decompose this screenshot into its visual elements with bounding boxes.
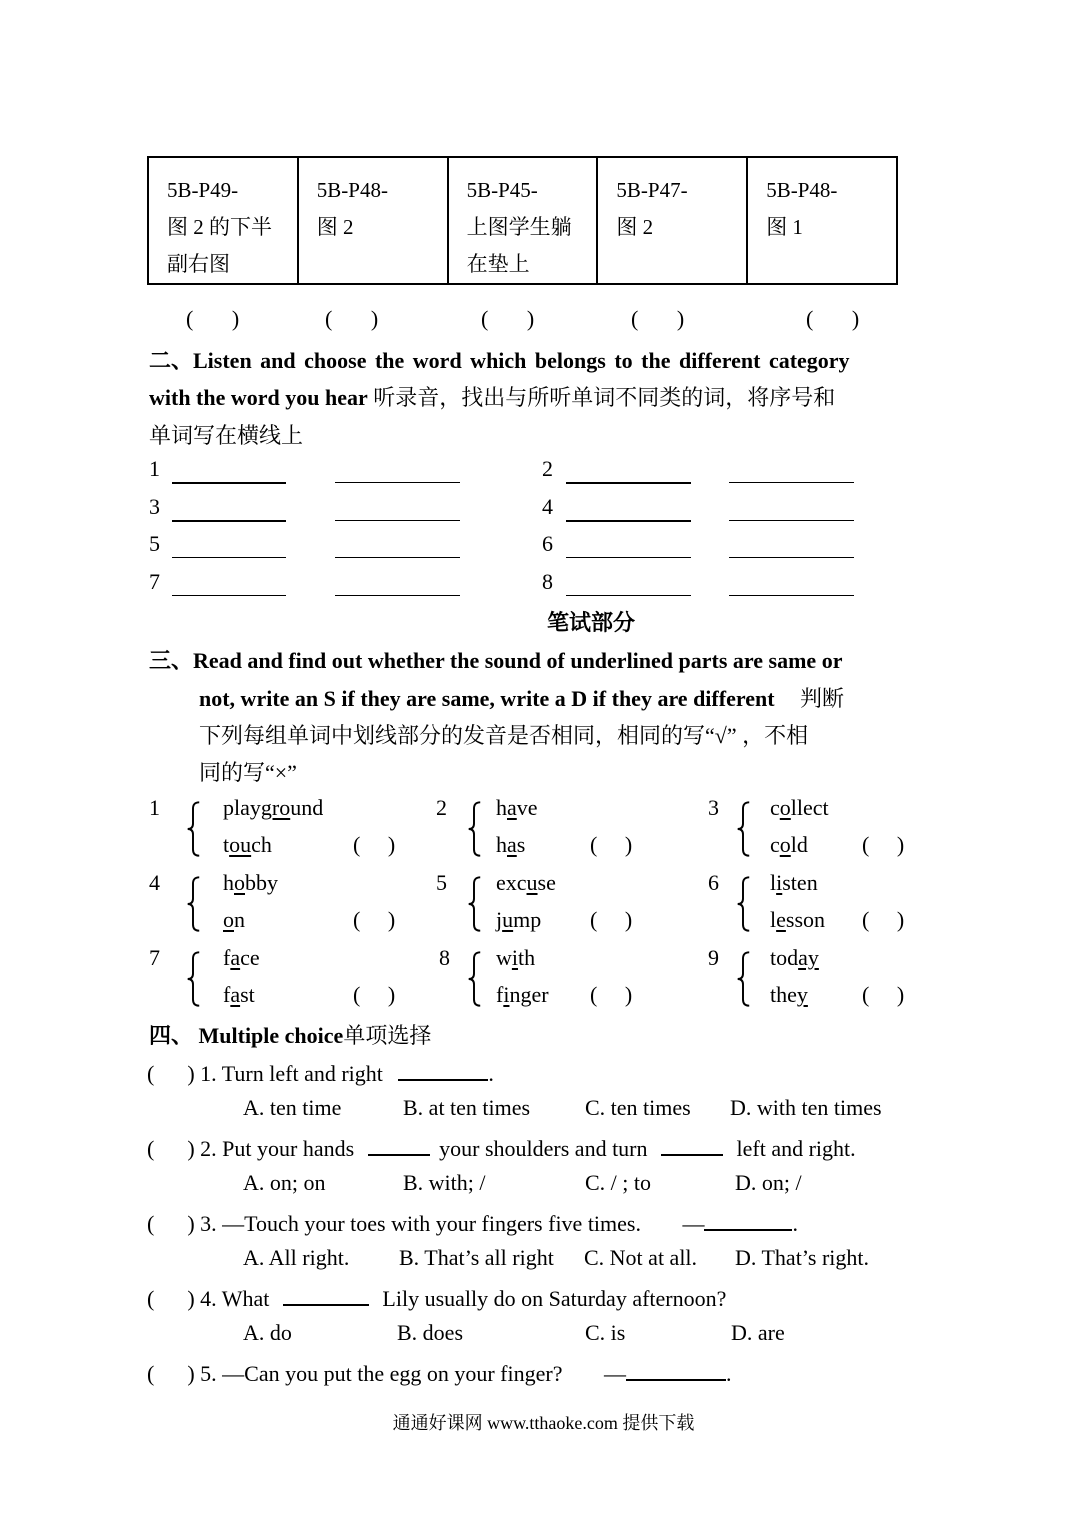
picture-cell-2: 5B-P48- 图 2: [298, 157, 448, 284]
word-part: play: [223, 795, 261, 820]
answer-paren-4[interactable]: ( ): [631, 306, 685, 331]
word: [496, 982, 549, 1008]
answer-blank[interactable]: [368, 1132, 430, 1156]
left-brace-icon: [466, 949, 482, 1009]
group-number: 1: [149, 795, 160, 820]
word-part: s: [516, 832, 526, 857]
group-number: 4: [149, 870, 160, 895]
word-part: bby: [245, 870, 278, 895]
blank-7a[interactable]: [172, 571, 286, 602]
answer-paren[interactable]: ( ): [862, 832, 905, 857]
blank-8b[interactable]: [729, 571, 854, 602]
left-brace-icon: [185, 799, 201, 859]
word: [223, 945, 260, 971]
option-a: A. do: [243, 1320, 292, 1345]
brace-stroke: [469, 952, 481, 1005]
underlined-part: u: [502, 907, 514, 932]
word: [770, 832, 808, 858]
underlined-part: a: [230, 945, 241, 970]
answer-paren[interactable]: ( ): [147, 1211, 195, 1236]
answer-paren[interactable]: ( ): [147, 1286, 195, 1311]
word-part: h: [496, 832, 507, 857]
option-b: B. with; /: [403, 1170, 486, 1195]
brace-stroke: [188, 877, 200, 930]
word: [223, 832, 272, 858]
underlined-part: ay: [798, 945, 819, 970]
left-brace-icon: [185, 949, 201, 1009]
word-part: exc: [496, 870, 527, 895]
answer-blank[interactable]: [661, 1132, 723, 1156]
underlined-part: a: [507, 832, 517, 857]
question-2: ( ) 2. Put your hands your shoulders and turn left and right.: [147, 1132, 856, 1162]
section4-title-en: 四、 Multiple choice: [149, 1023, 344, 1048]
word-part: llect: [790, 795, 829, 820]
word-part: c: [770, 795, 780, 820]
section3-title-line2: [199, 682, 844, 713]
word-part: w: [496, 945, 512, 970]
word: [770, 982, 808, 1008]
answer-paren[interactable]: ( ): [590, 907, 633, 932]
left-brace-icon: [185, 874, 201, 934]
option-b: B. at ten times: [403, 1095, 531, 1120]
blank-2a[interactable]: [566, 458, 691, 490]
blank-6b[interactable]: [729, 533, 854, 564]
word-part: ce: [240, 945, 260, 970]
brace-stroke: [188, 952, 200, 1005]
row-8-number: 8: [542, 569, 553, 594]
blank-1a[interactable]: [172, 458, 286, 490]
brace-stroke: [738, 802, 750, 855]
word-part: l: [770, 870, 777, 895]
option-d: D. are: [731, 1320, 785, 1345]
option-a: A. All right.: [243, 1245, 350, 1270]
word: [496, 870, 556, 896]
blank-1b[interactable]: [335, 458, 460, 489]
answer-paren[interactable]: ( ): [590, 832, 633, 857]
left-brace-icon: [466, 799, 482, 859]
section3-title-cn-a: 判断: [800, 686, 845, 711]
blank-2b[interactable]: [729, 458, 854, 489]
word: [496, 832, 525, 858]
option-c: C. is: [585, 1320, 626, 1345]
underlined-part: u: [526, 870, 538, 895]
group-number: 8: [439, 945, 450, 970]
word-part: st: [240, 982, 255, 1007]
word-part: l: [770, 907, 777, 932]
question-5: ( ) 5. —Can you put the egg on your finger? — .: [147, 1357, 731, 1387]
answer-paren[interactable]: ( ): [590, 982, 633, 1007]
word: [223, 795, 323, 821]
option-c: C. ten times: [585, 1095, 691, 1120]
answer-paren[interactable]: ( ): [147, 1136, 195, 1161]
brace-stroke: [188, 802, 200, 855]
underlined-part: gro: [260, 795, 291, 820]
word: [770, 945, 819, 971]
row-3-number: 3: [149, 494, 160, 519]
answer-paren[interactable]: ( ): [147, 1361, 195, 1386]
row-7-number: 7: [149, 569, 160, 594]
underlined-part: i: [511, 945, 519, 970]
question-4: ( ) 4. What Lily usually do on Saturday afternoon?: [147, 1282, 726, 1312]
underlined-part: o: [779, 795, 791, 820]
word-part: ve: [516, 795, 538, 820]
word-part: h: [223, 870, 234, 895]
word-part: f: [496, 982, 504, 1007]
brace-stroke: [738, 952, 750, 1005]
left-brace-icon: [735, 874, 751, 934]
answer-paren[interactable]: ( ): [353, 982, 396, 1007]
word-part: th: [518, 945, 536, 970]
footer-credit: 通通好课网 www.tthaoke.com 提供下载: [392, 1413, 695, 1433]
group-number: 5: [436, 870, 447, 895]
word-part: j: [496, 907, 503, 932]
section2-title-cn: 听录音，找出与所听单词不同类的词，将序号和: [373, 385, 836, 410]
answer-paren[interactable]: ( ): [862, 982, 905, 1007]
answer-blank[interactable]: [398, 1057, 488, 1081]
option-b: B. does: [397, 1320, 463, 1345]
underlined-part: e: [776, 907, 786, 932]
question-1: ( ) 1. Turn left and right .: [147, 1057, 494, 1087]
answer-paren-5[interactable]: ( ): [806, 306, 860, 331]
word: [223, 870, 278, 896]
word-part: und: [290, 795, 324, 820]
blank-8a[interactable]: [566, 571, 691, 602]
option-a: A. on; on: [243, 1170, 326, 1195]
word-part: c: [770, 832, 780, 857]
brace-stroke: [469, 802, 481, 855]
underlined-part: o: [234, 870, 245, 895]
option-d: D. with ten times: [730, 1095, 882, 1120]
answer-blank[interactable]: [626, 1357, 726, 1381]
picture-cell-4: 5B-P47- 图 2: [597, 157, 747, 284]
section4-title: [149, 1019, 431, 1050]
word-part: sten: [782, 870, 818, 895]
group-number: 3: [708, 795, 719, 820]
written-part-heading: 笔试部分: [547, 610, 636, 635]
word-part: mp: [513, 907, 542, 932]
blank-6a[interactable]: [566, 533, 691, 564]
picture-cell-1: 5B-P49- 图 2 的下半 副右图: [148, 157, 298, 284]
answer-blank[interactable]: [704, 1207, 792, 1231]
section2-title-en: with the word you hear: [149, 385, 368, 410]
blank-7b[interactable]: [335, 571, 460, 602]
underlined-part: i: [503, 982, 510, 1007]
left-brace-icon: [735, 799, 751, 859]
row-2-number: 2: [542, 456, 553, 481]
underlined-part: ou: [229, 832, 252, 857]
answer-paren[interactable]: ( ): [862, 907, 905, 932]
row-1-number: 1: [149, 456, 160, 481]
section3-title-line4: 同的写“×”: [199, 760, 297, 785]
blank-4a[interactable]: [566, 496, 691, 528]
word: [770, 795, 829, 821]
blank-3a[interactable]: [172, 496, 286, 528]
word: [223, 982, 255, 1008]
brace-stroke: [738, 877, 750, 930]
blank-4b[interactable]: [729, 496, 854, 527]
underlined-part: y: [796, 982, 808, 1007]
group-number: 9: [708, 945, 719, 970]
answer-paren[interactable]: ( ): [353, 907, 396, 932]
option-a: A. ten time: [243, 1095, 342, 1120]
word: [496, 945, 535, 971]
underlined-part: i: [776, 870, 783, 895]
section3-title-line3: 下列每组单词中划线部分的发音是否相同，相同的写“√” ，不相: [199, 723, 809, 748]
blank-5a[interactable]: [172, 533, 286, 564]
option-c: C. / ; to: [585, 1170, 652, 1195]
left-brace-icon: [466, 874, 482, 934]
word-part: se: [537, 870, 556, 895]
brace-stroke: [469, 877, 481, 930]
word-part: the: [770, 982, 797, 1007]
blank-5b[interactable]: [335, 533, 460, 564]
answer-paren[interactable]: ( ): [353, 832, 396, 857]
answer-paren-3[interactable]: ( ): [481, 306, 535, 331]
left-brace-icon: [735, 949, 751, 1009]
word: [770, 907, 825, 933]
group-number: 7: [149, 945, 160, 970]
section4-title-cn: 单项选择: [343, 1023, 432, 1048]
word-part: t: [223, 832, 230, 857]
question-3: ( ) 3. —Touch your toes with your fingers five times. — .: [147, 1207, 798, 1237]
blank-3b[interactable]: [335, 496, 460, 527]
option-d: D. That’s right.: [735, 1245, 870, 1270]
section2-title-line2: [149, 381, 835, 412]
picture-cell-5: 5B-P48- 图 1: [747, 157, 897, 284]
underlined-part: o: [223, 907, 234, 932]
word: [496, 907, 541, 933]
section2-title-line1: 二、Listen and choose the word which belongs to the different category: [149, 348, 850, 373]
word-part: f: [223, 945, 231, 970]
underlined-part: a: [507, 795, 517, 820]
option-b: B. That’s all right: [399, 1245, 554, 1270]
row-4-number: 4: [542, 494, 553, 519]
section2-title-line3: 单词写在横线上: [149, 423, 304, 448]
underlined-part: a: [230, 982, 241, 1007]
answer-paren[interactable]: ( ): [147, 1061, 195, 1086]
picture-cell-3: 5B-P45- 上图学生躺 在垫上: [448, 157, 598, 284]
underlined-part: o: [779, 832, 791, 857]
answer-paren-2[interactable]: ( ): [325, 306, 379, 331]
word-part: f: [223, 982, 231, 1007]
option-d: D. on; /: [735, 1170, 802, 1195]
word-part: tod: [770, 945, 799, 970]
row-6-number: 6: [542, 531, 553, 556]
group-number: 2: [436, 795, 447, 820]
group-number: 6: [708, 870, 719, 895]
word: [496, 795, 538, 821]
picture-reference-table: [147, 156, 898, 285]
word: [223, 907, 245, 933]
option-c: C. Not at all.: [584, 1245, 698, 1270]
answer-blank[interactable]: [283, 1282, 369, 1306]
word-part: sson: [785, 907, 826, 932]
word-part: ch: [251, 832, 272, 857]
word-part: h: [496, 795, 507, 820]
word-part: nger: [509, 982, 549, 1007]
section3-title-line1: 三、Read and find out whether the sound of underlined parts are same or: [149, 648, 843, 673]
answer-paren-1[interactable]: ( ): [186, 306, 240, 331]
word-part: ld: [790, 832, 808, 857]
row-5-number: 5: [149, 531, 160, 556]
section3-title-en: not, write an S if they are same, write a D if they are different: [199, 686, 775, 711]
word: [770, 870, 818, 896]
word-part: n: [234, 907, 245, 932]
